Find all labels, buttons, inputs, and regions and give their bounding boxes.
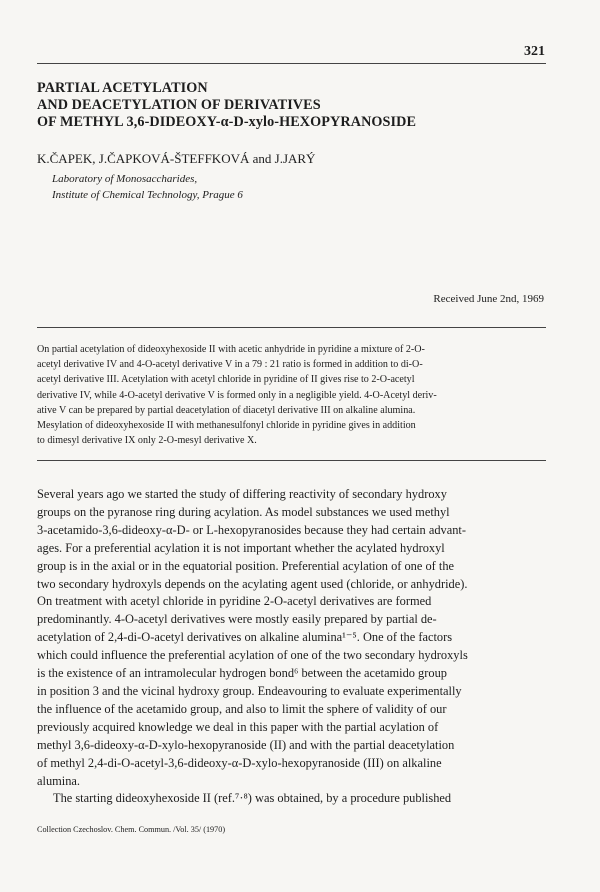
- body-text: [37, 486, 546, 808]
- affiliation: [52, 171, 243, 203]
- abstract: [37, 342, 546, 448]
- affiliation-line: Laboratory of Monosaccharides,: [52, 173, 198, 185]
- header-rule: [37, 63, 546, 64]
- abstract-rule-top: [37, 327, 546, 328]
- received-date: Received June 2nd, 1969: [433, 293, 544, 305]
- abstract-rule-bottom: [37, 460, 546, 461]
- abstract-line: to dimesyl derivative IX only 2-O-mesyl derivative X.: [37, 435, 257, 447]
- body-line: group is in the axial or in the equatorial position. Preferential acylation of one of the: [37, 558, 455, 573]
- body-line: alumina.: [37, 773, 81, 788]
- body-line: predominantly. 4-O-acetyl derivatives were mostly easily prepared by partial de-: [37, 612, 437, 627]
- title-line: AND DEACETYLATION OF DERIVATIVES: [37, 97, 321, 113]
- abstract-line: derivative IV, while 4-O-acetyl derivative V is formed only in a negligible yield. 4-O-Acetyl deriv-: [37, 389, 437, 401]
- body-line: two secondary hydroxyls depends on the acylating agent used (chloride, or anhydride).: [37, 576, 468, 591]
- abstract-line: acetyl derivative III. Acetylation with acetyl chloride in pyridine of II gives rise to 2-O-acetyl: [37, 374, 415, 386]
- body-line: Several years ago we started the study of differing reactivity of secondary hydroxy: [37, 487, 447, 501]
- body-line: previously acquired knowledge we deal in this paper with the partial acylation of: [37, 719, 439, 734]
- abstract-line: Mesylation of dideoxyhexoside II with methanesulfonyl chloride in pyridine gives in addition: [37, 420, 416, 432]
- body-line: of methyl 2,4-di-O-acetyl-3,6-dideoxy-α-D-xylo-hexopyranoside (III) on alkaline: [37, 755, 442, 770]
- article-title: [37, 80, 557, 131]
- body-line: ages. For a preferential acylation it is not important whether the acylated hydroxyl: [37, 540, 445, 555]
- body-line: acetylation of 2,4-di-O-acetyl derivatives on alkaline alumina¹⁻⁵. One of the factors: [37, 630, 453, 645]
- body-line: the influence of the acetamido group, and also to limit the sphere of validity of our: [37, 701, 447, 716]
- title-line: OF METHYL 3,6-DIDEOXY-α-D-xylo-HEXOPYRANOSIDE: [37, 114, 417, 130]
- body-line: methyl 3,6-dideoxy-α-D-xylo-hexopyranoside (II) and with the partial deacetylation: [37, 737, 455, 752]
- abstract-line: ative V can be prepared by partial deacetylation of diacetyl derivative III on alkaline alumina.: [37, 404, 416, 416]
- authors: K.ČAPEK, J.ČAPKOVÁ-ŠTEFFKOVÁ and J.JARÝ: [37, 151, 316, 166]
- body-line: which could influence the preferential acylation of one of the two secondary hydroxyls: [37, 648, 468, 663]
- body-line: groups on the pyranose ring during acylation. As model substances we used methyl: [37, 504, 450, 519]
- title-line: PARTIAL ACETYLATION: [37, 80, 208, 96]
- body-line: in position 3 and the vicinal hydroxy group. Endeavouring to evaluate experimentally: [37, 683, 462, 698]
- affiliation-line: Institute of Chemical Technology, Prague 6: [52, 189, 243, 201]
- abstract-line: On partial acetylation of dideoxyhexoside II with acetic anhydride in pyridine a mixture of 2-O-: [37, 344, 425, 355]
- page-number: 321: [524, 44, 545, 59]
- abstract-line: acetyl derivative IV and 4-O-acetyl derivative V in a 79 : 21 ratio is formed in addition to di-O-: [37, 359, 423, 371]
- body-line: is the existence of an intramolecular hydrogen bond⁶ between the acetamido group: [37, 666, 447, 681]
- body-line: 3-acetamido-3,6-dideoxy-α-D- or L-hexopyranosides because they had certain advant-: [37, 522, 466, 537]
- body-line: On treatment with acetyl chloride in pyridine 2-O-acetyl derivatives are formed: [37, 594, 432, 609]
- journal-footer: Collection Czechoslov. Chem. Commun. /Vol. 35/ (1970): [37, 825, 226, 834]
- body-line: The starting dideoxyhexoside II (ref.⁷·⁸) was obtained, by a procedure published: [53, 791, 452, 806]
